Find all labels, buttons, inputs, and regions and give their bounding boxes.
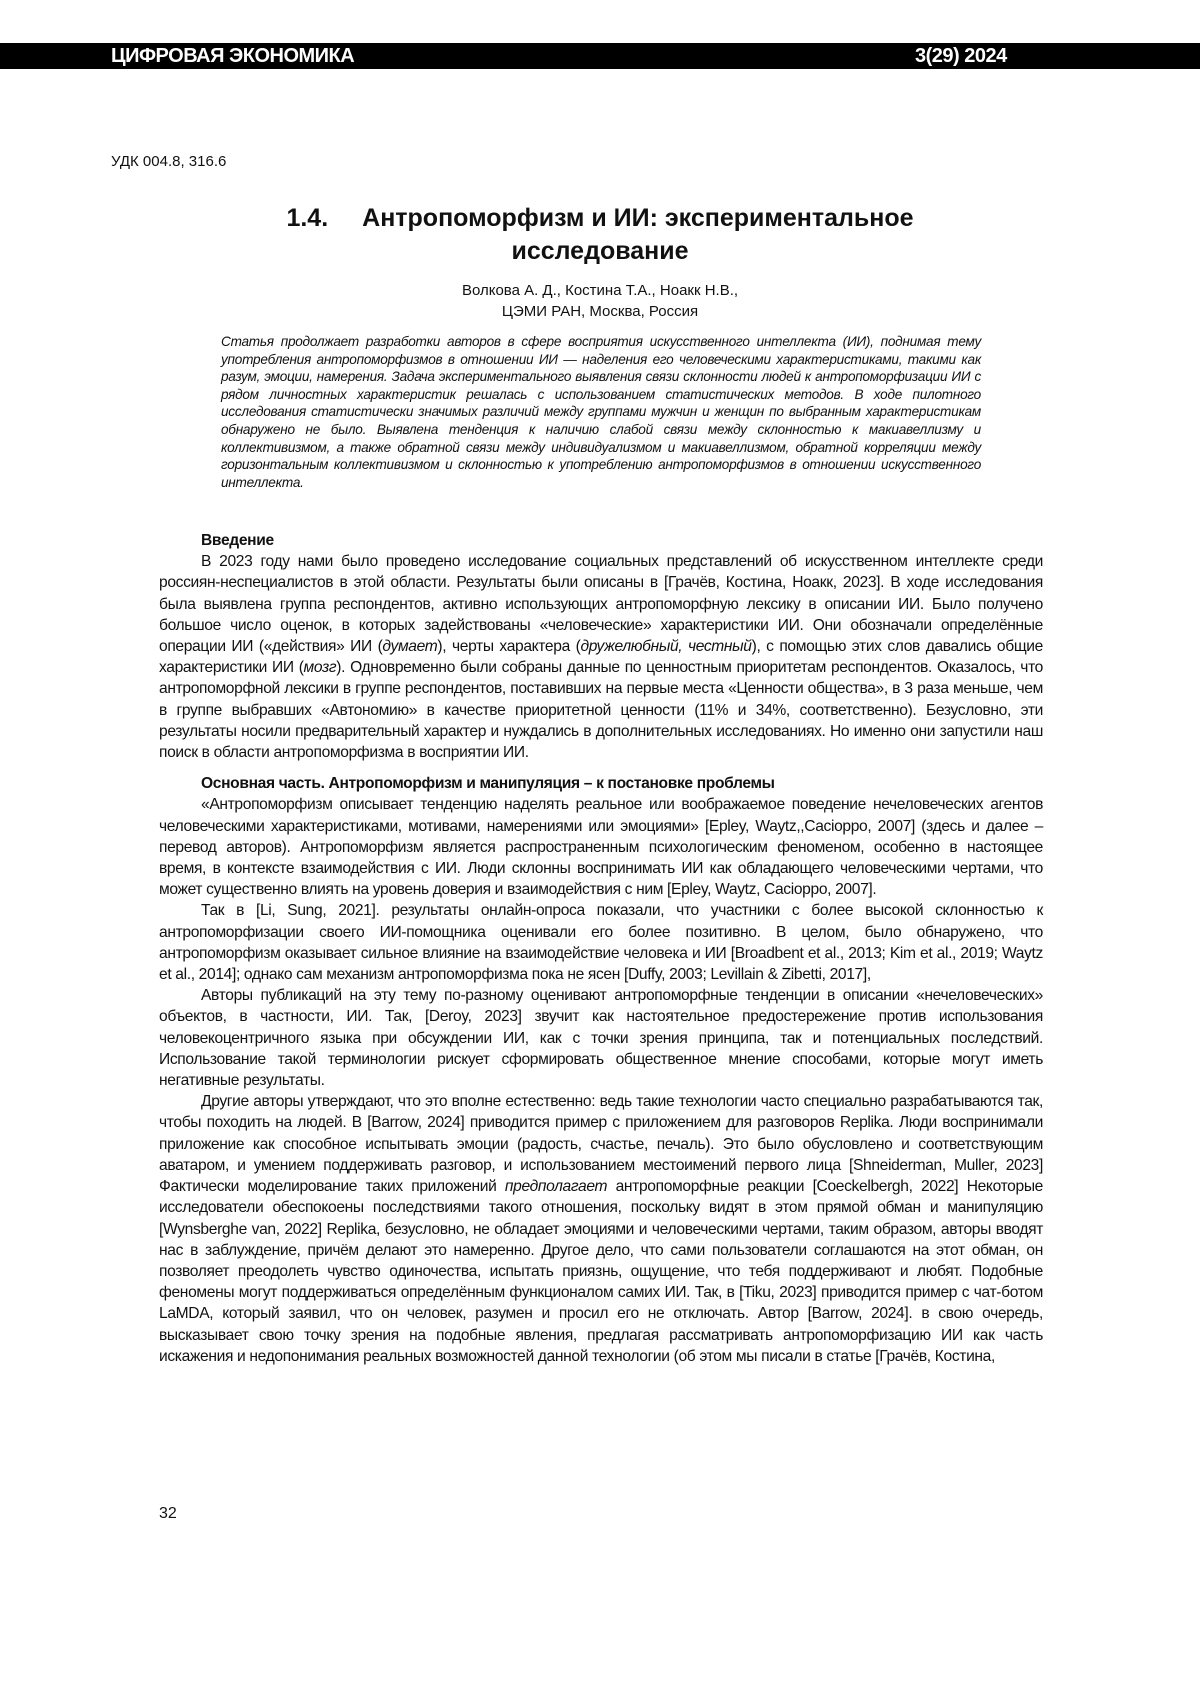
text-segment: Так в [Li, Sung, 2021]. результаты онлайн-опроса показали, что участники с более высокой склонностью к антропоморфизации своего ИИ-помощника оценивали его более позитивно. В целом, было обнаружено, что антропоморфизм оказывает сильное влияние на взаимодействие человека и ИИ [Broadbent et al., 2013; Kim et al., 2019; Waytz et al., 2014]; однако сам механизм антропоморфизма пока не ясен [Duffy, 2003; Levillain & Zibetti, 2017],	[159, 902, 1043, 983]
paragraph	[159, 985, 1043, 1091]
article-title	[200, 202, 1000, 268]
author-names: Волкова А. Д., Костина Т.А., Ноакк Н.В.,	[300, 280, 900, 301]
paragraph	[159, 900, 1043, 985]
affiliation: ЦЭМИ РАН, Москва, Россия	[300, 301, 900, 322]
paragraph	[159, 1091, 1043, 1367]
italic-text: думает	[382, 638, 437, 655]
text-segment: ), с помощью этих слов давались общие характеристики ИИ (	[159, 638, 1043, 676]
page-number: 32	[159, 1505, 177, 1523]
journal-header-bar	[0, 43, 1200, 69]
title-line-1: Антропоморфизм и ИИ: экспериментальное	[362, 204, 913, 232]
paragraph	[159, 551, 1043, 763]
text-segment: «Антропоморфизм описывает тенденцию наделять реальное или воображаемое поведение нечеловеческих агентов человеческими характеристиками, мотивами, намерениями или эмоциями» [Epley, Waytz,,Cacioppo, 2007] (здесь и далее – перевод авторов). Антропоморфизм является распространенным психологическим феноменом, особенно в настоящее время, в контексте взаимодействия с ИИ. Люди склонны воспринимать ИИ как обладающего человеческими чертами, что может существенно влиять на уровень доверия и взаимодействия с ним [Epley, Waytz, Cacioppo, 2007].	[159, 796, 1043, 898]
italic-text: мозг	[304, 659, 337, 676]
issue-number: 3(29) 2024	[915, 45, 1007, 68]
journal-name: ЦИФРОВАЯ ЭКОНОМИКА	[111, 45, 354, 68]
paragraph	[159, 794, 1043, 900]
text-segment: антропоморфные реакции [Coeckelbergh, 2022] Некоторые исследователи обеспокоены последствиями такого отношения, поскольку видят в этом прямой обман и манипуляцию [Wynsberghe van, 2022] Replika, безусловно, не обладает эмоциями и человеческими чертами, таким образом, авторы вводят нас в заблуждение, причём делают это намеренно. Другое дело, что сами пользователи соглашаются на этот обман, он позволяет преодолеть чувство одиночества, испытать приязнь, ощущение, что тебя поддерживают и любят. Подобные феномены могут поддерживаться определённым функционалом самих ИИ. Так, в [Tiku, 2023] приводится пример с чат-ботом LaMDA, который заявил, что он человек, разумен и просил его не отключать. Автор [Barrow, 2024]. в свою очередь, высказывает свою точку зрения на подобные явления, предлагая рассматривать антропоморфизацию ИИ как часть искажения и недопонимания реальных возможностей данной технологии (об этом мы писали в статье [Грачёв, Костина,	[159, 1178, 1043, 1365]
article-body	[159, 530, 1043, 1367]
udk-code: УДК 004.8, 316.6	[111, 153, 226, 170]
italic-text: предполагает	[505, 1178, 607, 1195]
italic-text: дружелюбный, честный	[580, 638, 751, 655]
section-number: 1.4.	[286, 204, 328, 232]
text-segment: ), черты характера (	[437, 638, 580, 655]
authors-block	[300, 280, 900, 322]
title-line-2: исследование	[200, 235, 1000, 268]
section-heading: Введение	[201, 530, 1043, 551]
text-segment: Другие авторы утверждают, что это вполне естественно: ведь такие технологии часто специально разрабатываются так, чтобы походить на людей. В [Barrow, 2024] приводится пример с приложением для разговоров Replika. Люди воспринимали приложение как способное испытывать эмоции (радость, счастье, печаль). Это было обусловлено и соответствующим аватаром, и умением поддерживать разговор, и использованием местоимений первого лица [Shneiderman, Muller, 2023] Фактически моделирование таких приложений	[159, 1093, 1043, 1195]
section-heading: Основная часть. Антропоморфизм и манипуляция – к постановке проблемы	[201, 773, 1043, 794]
abstract: Статья продолжает разработки авторов в сфере восприятия искусственного интеллекта (ИИ), поднимая тему употребления антропоморфизмов в отношении ИИ — наделения его человеческими характеристиками, такими как разум, эмоции, намерения. Задача экспериментального выявления связи склонности людей к антропоморфизации ИИ с рядом личностных характеристик решалась с использованием статистических методов. В ходе пилотного исследования статистически значимых различий между группами мужчин и женщин по выбранным характеристикам обнаружено не было. Выявлена тенденция к наличию слабой связи между склонностью к макиавеллизму и коллективизмом, а также обратной связи между индивидуализмом и макиавеллизмом, обратной корреляции между горизонтальным коллективизмом и склонностью к употреблению антропоморфизмов в отношении искусственного интеллекта.	[221, 333, 981, 491]
text-segment: ). Одновременно были собраны данные по ценностным приоритетам респондентов. Оказалось, что антропоморфной лексики в группе респондентов, поставивших на первые места «Ценности общества», в 3 раза меньше, чем в группе выбравших «Автономию» в качестве приоритетной ценности (11% и 34%, соответственно). Безусловно, эти результаты носили предварительный характер и нуждались в дополнительных исследованиях. Но именно они запустили наш поиск в области антропоморфизма в восприятии ИИ.	[159, 659, 1043, 761]
text-segment: В 2023 году нами было проведено исследование социальных представлений об искусственном интеллекте среди россиян-неспециалистов в этой области. Результаты были описаны в [Грачёв, Костина, Ноакк, 2023]. В ходе исследования была выявлена группа респондентов, активно использующих антропоморфную лексику в описании ИИ. Было получено большое число оценок, в которых задействованы «человеческие» характеристики ИИ. Они обозначали определённые операции ИИ («действия» ИИ (	[159, 553, 1043, 655]
text-segment: Авторы публикаций на эту тему по-разному оценивают антропоморфные тенденции в описании «нечеловеческих» объектов, в частности, ИИ. Так, [Deroy, 2023] звучит как настоятельное предостережение против использования человекоцентричного языка при обсуждении ИИ, как с точки зрения принципа, так и потенциальных последствий. Использование такой терминологии рискует сформировать общественное мнение способами, которые могут иметь негативные результаты.	[159, 987, 1043, 1089]
